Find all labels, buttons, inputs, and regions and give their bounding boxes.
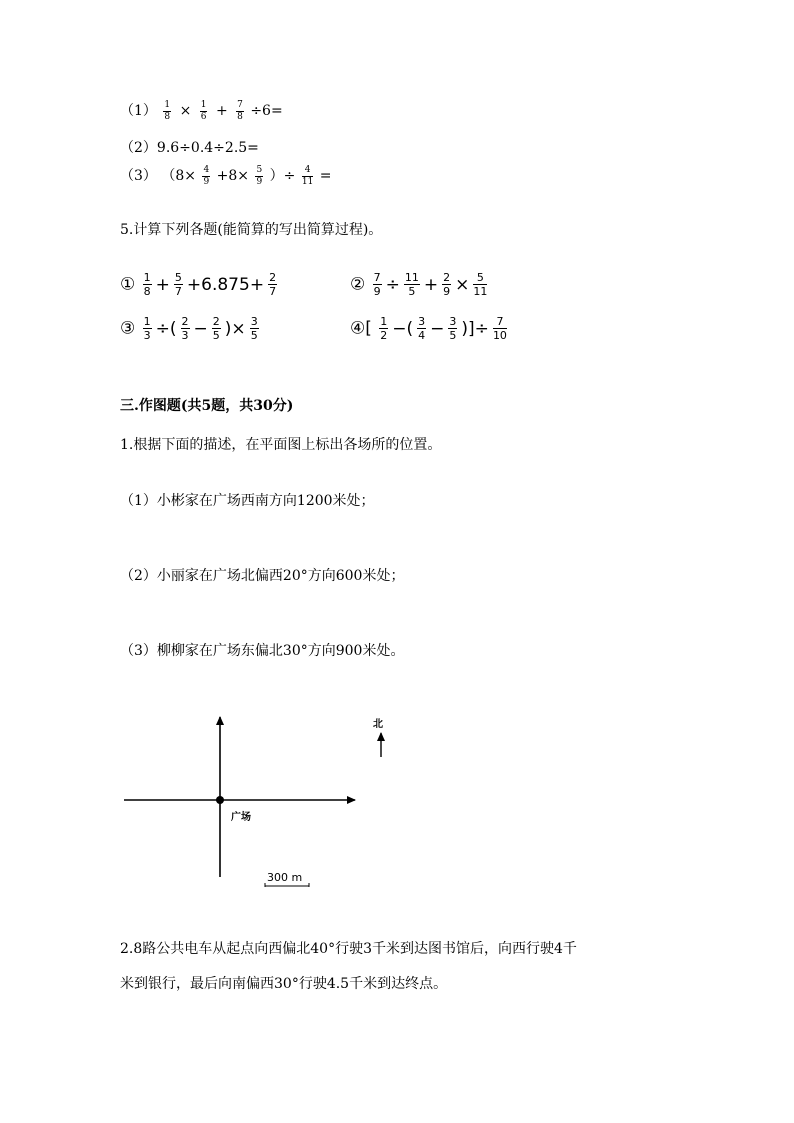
fraction: $\frac{7}{9}$ [373, 271, 381, 298]
q5-problem-1 [120, 272, 279, 297]
fraction: $\frac{1}{6}$ [200, 99, 207, 122]
fraction: $\frac{3}{5}$ [250, 315, 258, 342]
expression-tail: = [319, 168, 332, 184]
q2-line-2: 米到银行，最后向南偏西30°行驶4.5千米到达终点。 [120, 976, 448, 992]
q4-item-3 [120, 165, 332, 187]
fraction: $\frac{2}{9}$ [443, 271, 451, 298]
fraction: $\frac{3}{5}$ [449, 315, 457, 342]
expression-part: （8× [161, 168, 197, 184]
operator: + [215, 103, 228, 119]
scale-label: 300 m [267, 871, 303, 884]
fraction: $\frac{5}{11}$ [473, 271, 488, 298]
expression-tail: ÷6= [250, 103, 283, 119]
item-label: （3） [120, 168, 157, 184]
fraction: $\frac{1}{8}$ [143, 271, 151, 298]
operator: − [430, 318, 445, 339]
q1-item-2: （2）小丽家在广场北偏西20°方向600米处； [120, 568, 405, 584]
fraction: $\frac{2}{5}$ [212, 315, 220, 342]
q5-problem-2 [350, 272, 489, 297]
fraction: $\frac{3}{4}$ [418, 315, 426, 342]
fraction: $\frac{5}{9}$ [256, 164, 263, 187]
fraction: $\frac{4}{11}$ [301, 164, 314, 187]
operator: × [455, 274, 470, 295]
map-diagram [110, 705, 410, 905]
north-label: 北 [373, 719, 383, 730]
problem-number: ③ [120, 318, 136, 339]
expression-part: +8× [216, 168, 250, 184]
fraction: $\frac{7}{8}$ [237, 99, 243, 122]
expression-part: ）÷ [269, 168, 296, 184]
operator: + [155, 274, 170, 295]
problem-number: ② [350, 274, 366, 295]
fraction: $\frac{1}{8}$ [164, 99, 171, 122]
operator: )]÷ [461, 318, 489, 339]
fraction: $\frac{4}{9}$ [203, 164, 210, 187]
operator: +6.875+ [186, 274, 265, 295]
q5-problem-3 [120, 316, 261, 341]
fraction: $\frac{2}{3}$ [181, 315, 189, 342]
plaza-label: 广场 [231, 812, 251, 823]
operator: )× [224, 318, 246, 339]
fraction: $\frac{11}{5}$ [404, 271, 419, 298]
fraction: $\frac{1}{3}$ [143, 315, 151, 342]
plaza-point [216, 796, 224, 804]
problem-number: ① [120, 274, 136, 295]
fraction: $\frac{7}{10}$ [492, 315, 507, 342]
q4-item-2 [120, 137, 259, 157]
q1-item-1: （1）小彬家在广场西南方向1200米处； [120, 493, 375, 509]
q5-title: 5.计算下列各题(能简算的写出简算过程)。 [120, 222, 383, 238]
problem-number: ④[ [350, 318, 372, 339]
fraction: $\frac{2}{7}$ [269, 271, 277, 298]
q5-problem-4 [350, 316, 509, 341]
expression: 9.6÷0.4÷2.5= [156, 140, 259, 156]
operator: + [423, 274, 439, 295]
fraction: $\frac{1}{2}$ [380, 315, 388, 342]
q2-line-1: 2.8路公共电车从起点向西偏北40°行驶3千米到达图书馆后，向西行驶4千 [120, 941, 577, 957]
operator: −( [392, 318, 414, 339]
operator: − [193, 318, 208, 339]
item-label: （2） [120, 140, 157, 156]
operator: ÷ [385, 274, 400, 295]
item-label: （1） [120, 103, 157, 119]
operator: ÷( [155, 318, 177, 339]
q1-title: 1.根据下面的描述，在平面图上标出各场所的位置。 [120, 437, 442, 453]
fraction: $\frac{5}{7}$ [174, 271, 182, 298]
q4-item-1 [120, 100, 283, 122]
operator: × [179, 103, 192, 119]
section-heading: 三.作图题(共5题，共30分) [120, 398, 294, 414]
q1-item-3: （3）柳柳家在广场东偏北30°方向900米处。 [120, 643, 405, 659]
